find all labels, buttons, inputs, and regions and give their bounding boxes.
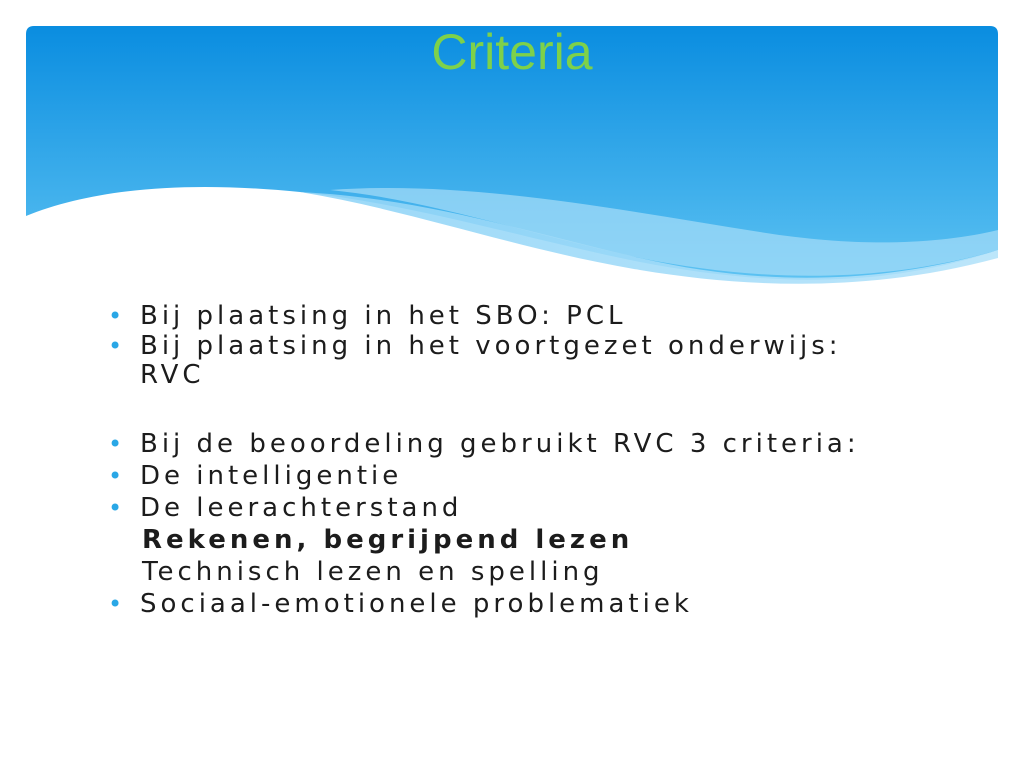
sub-item-text: Rekenen, begrijpend lezen bbox=[142, 525, 634, 555]
slide-title: Criteria bbox=[431, 24, 593, 80]
list-item-text: De intelligentie bbox=[140, 461, 403, 491]
sub-item bbox=[108, 524, 908, 556]
list-item-text: Bij plaatsing in het SBO: PCL bbox=[140, 301, 627, 331]
spacer bbox=[108, 390, 908, 428]
list-item bbox=[108, 300, 908, 332]
list-item-text: Sociaal-emotionele problematiek bbox=[140, 589, 693, 619]
list-item-text: De leerachterstand bbox=[140, 493, 463, 523]
list-item bbox=[108, 332, 908, 390]
list-item bbox=[108, 492, 908, 524]
list-item bbox=[108, 428, 908, 460]
list-item bbox=[108, 460, 908, 492]
list-item-text: Bij de beoordeling gebruikt RVC 3 criteria: bbox=[140, 429, 860, 459]
sub-item bbox=[108, 556, 908, 588]
bullet-list bbox=[108, 300, 908, 620]
sub-item-text: Technisch lezen en spelling bbox=[142, 557, 604, 587]
list-item bbox=[108, 588, 908, 620]
list-item-text: Bij plaatsing in het voortgezet onderwijs: RVC bbox=[140, 331, 842, 390]
